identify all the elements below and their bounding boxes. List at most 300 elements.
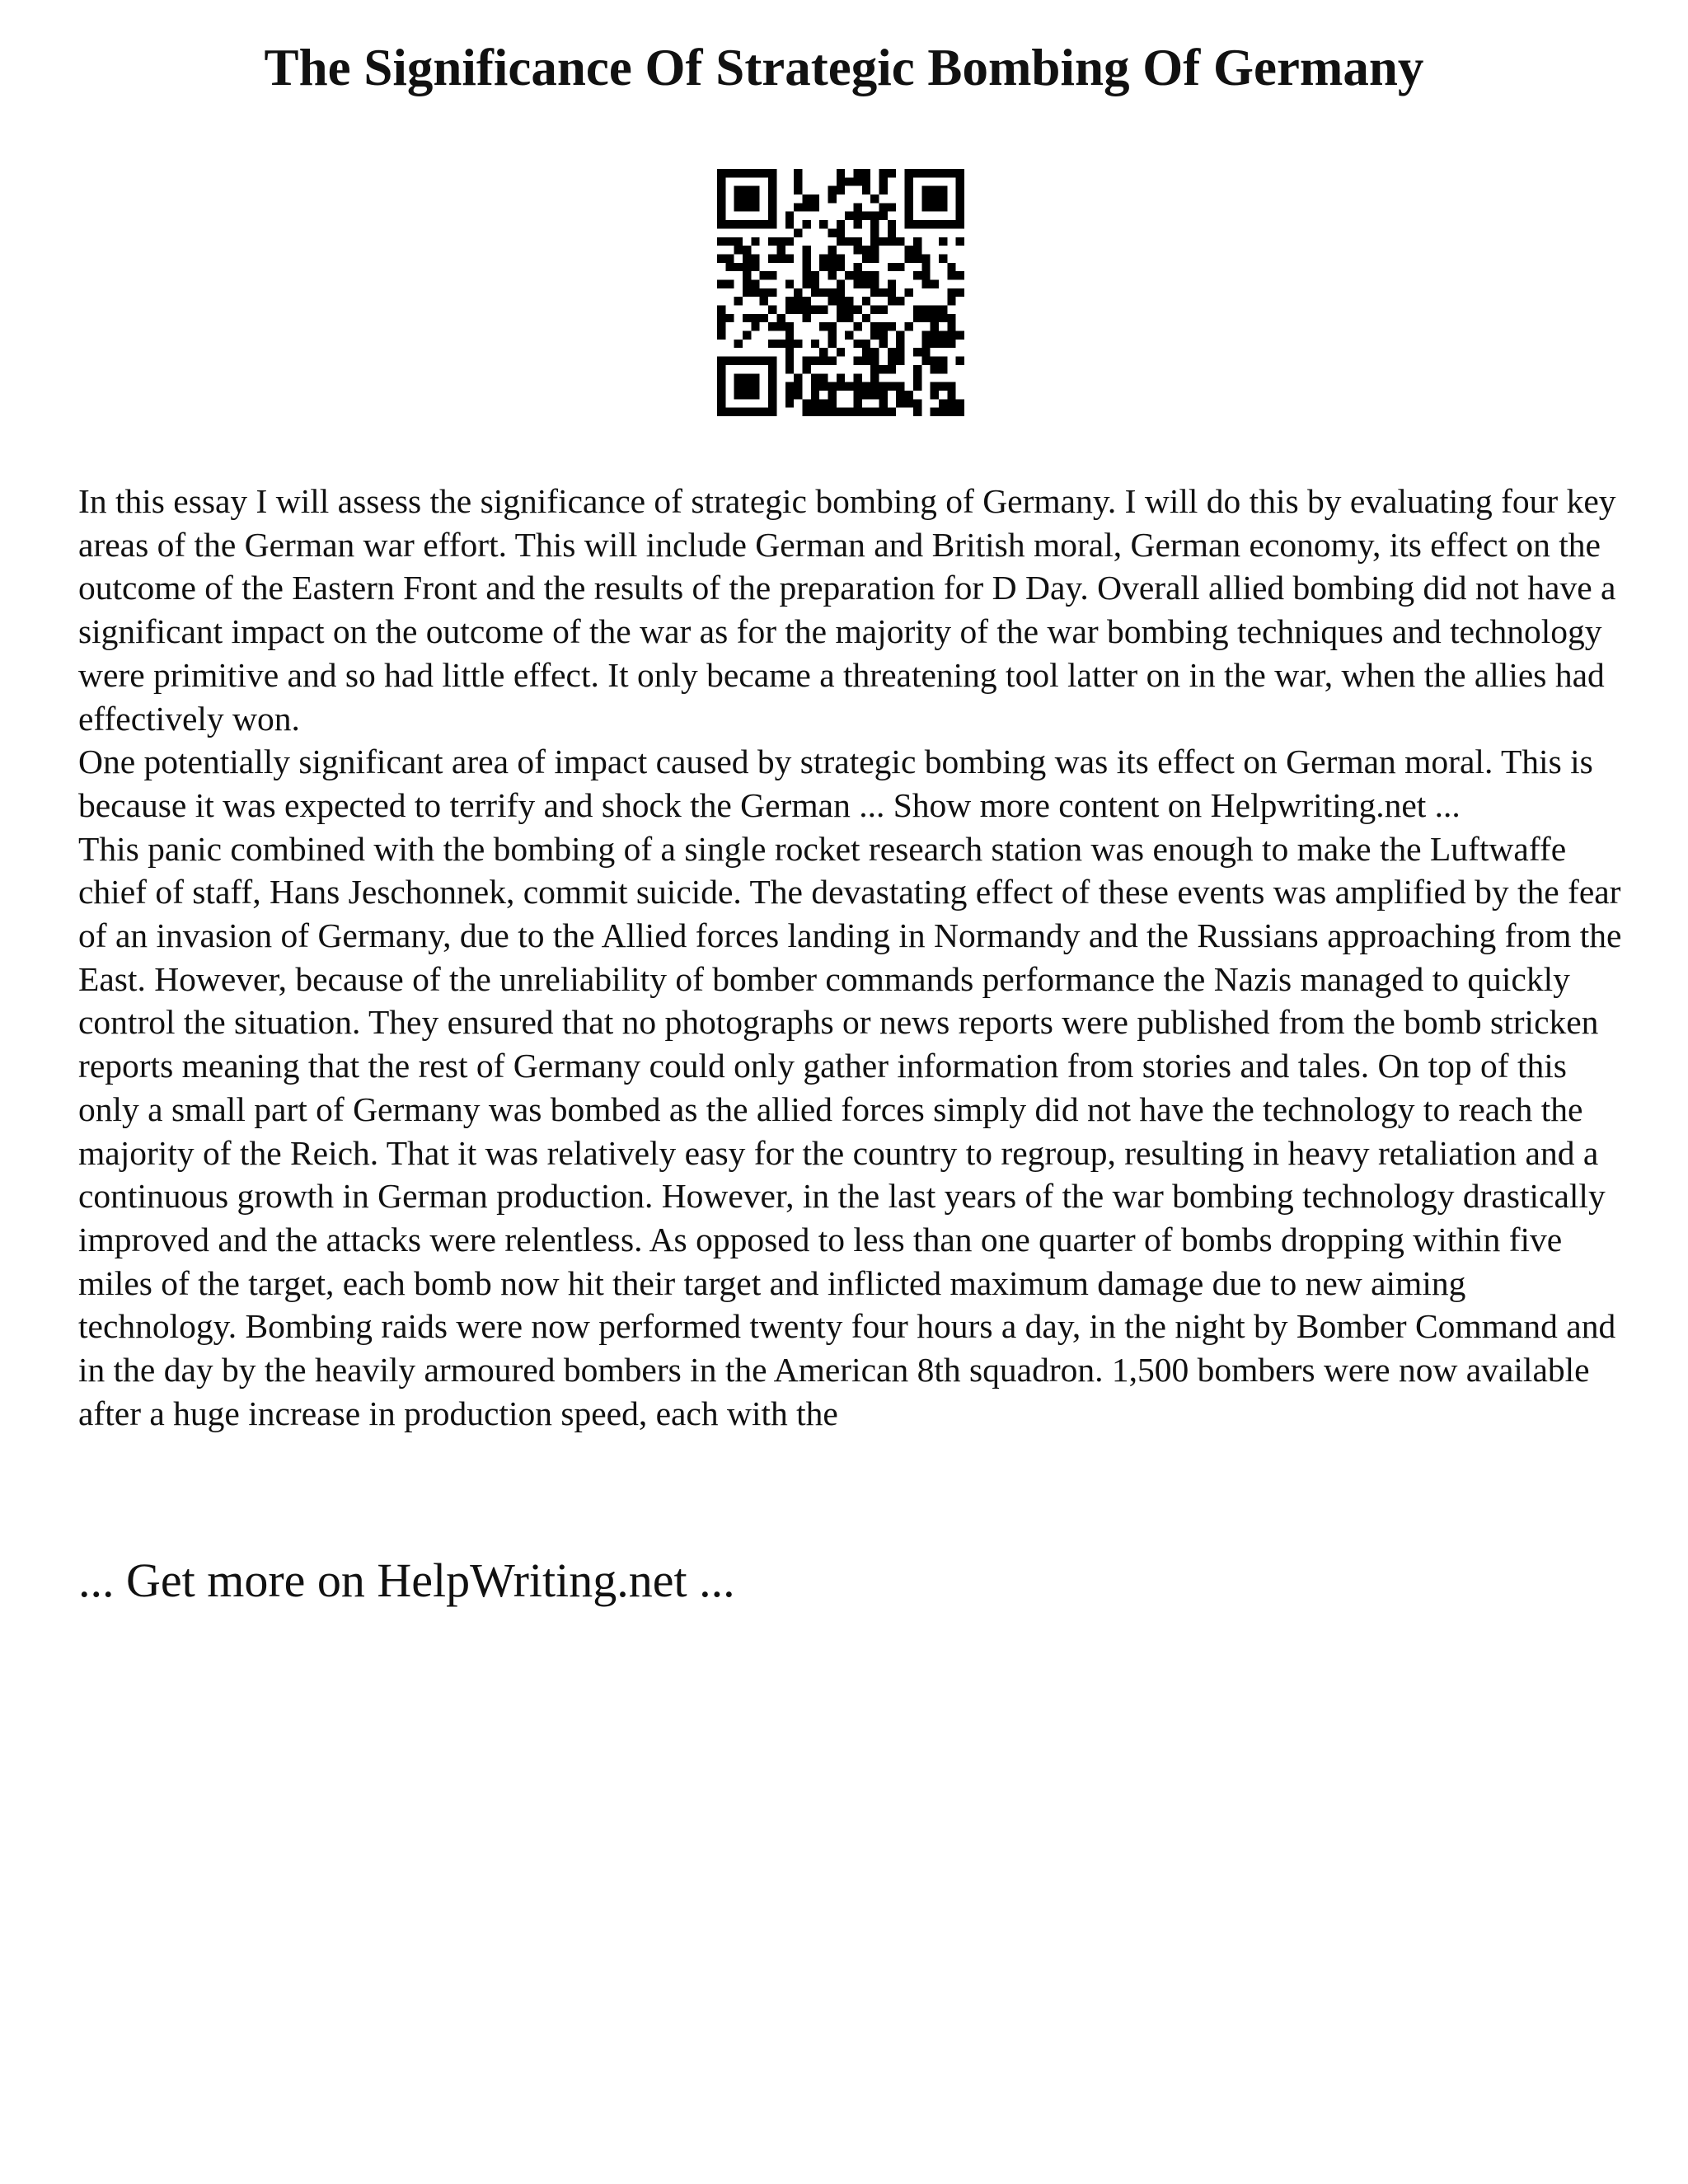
qr-module (896, 340, 904, 348)
qr-module (862, 314, 870, 322)
qr-module (896, 331, 904, 340)
qr-module (939, 331, 947, 340)
qr-module (760, 220, 768, 228)
qr-module (947, 288, 955, 297)
qr-module (785, 306, 794, 314)
qr-module (870, 254, 879, 262)
qr-module (734, 382, 743, 391)
qr-module (751, 169, 759, 177)
qr-module (939, 203, 947, 211)
qr-module (931, 322, 939, 330)
qr-module (939, 408, 947, 416)
qr-module (931, 382, 939, 391)
qr-module (896, 357, 904, 365)
qr-module (921, 348, 930, 356)
qr-module (845, 271, 853, 279)
qr-module (760, 314, 768, 322)
qr-module (905, 288, 913, 297)
qr-module (870, 373, 879, 382)
qr-module (743, 357, 751, 365)
qr-module (768, 169, 776, 177)
qr-module (888, 348, 896, 356)
qr-module (939, 382, 947, 391)
qr-module (931, 169, 939, 177)
qr-module (717, 399, 725, 407)
qr-module (717, 220, 725, 228)
qr-module (776, 314, 785, 322)
qr-module (751, 314, 759, 322)
qr-module (845, 212, 853, 220)
qr-module (921, 263, 930, 271)
qr-module (794, 169, 802, 177)
qr-module (828, 331, 836, 340)
qr-module (870, 357, 879, 365)
qr-module (854, 306, 862, 314)
qr-module (785, 340, 794, 348)
qr-module (828, 271, 836, 279)
qr-module (794, 391, 802, 399)
qr-module (888, 382, 896, 391)
qr-module (734, 246, 743, 254)
qr-module (905, 322, 913, 330)
qr-module (819, 254, 828, 262)
qr-module (802, 246, 810, 254)
qr-module (760, 297, 768, 305)
qr-module (776, 322, 785, 330)
qr-module (896, 263, 904, 271)
qr-module (785, 365, 794, 373)
qr-module (717, 169, 725, 177)
qr-module (802, 271, 810, 279)
qr-module (802, 263, 810, 271)
qr-module (717, 331, 725, 340)
qr-module (743, 373, 751, 382)
qr-module (879, 365, 888, 373)
qr-module (896, 382, 904, 391)
qr-module (717, 186, 725, 194)
qr-module (896, 297, 904, 305)
qr-module (828, 399, 836, 407)
qr-module (837, 382, 845, 391)
qr-module (931, 391, 939, 399)
qr-module (785, 212, 794, 220)
qr-module (913, 348, 921, 356)
qr-module (913, 314, 921, 322)
qr-module (794, 177, 802, 185)
qr-module (717, 306, 725, 314)
qr-module (794, 382, 802, 391)
qr-module (768, 408, 776, 416)
qr-module (947, 399, 955, 407)
qr-module (734, 203, 743, 211)
qr-module (802, 194, 810, 203)
qr-module (751, 288, 759, 297)
qr-module (862, 186, 870, 194)
qr-module (785, 279, 794, 288)
qr-module (888, 169, 896, 177)
qr-module (939, 306, 947, 314)
qr-module (768, 306, 776, 314)
qr-module (743, 246, 751, 254)
qr-module (845, 237, 853, 246)
qr-module (888, 279, 896, 288)
qr-module (768, 220, 776, 228)
qr-module (734, 194, 743, 203)
qr-module (845, 408, 853, 416)
qr-module (768, 382, 776, 391)
qr-module (717, 373, 725, 382)
qr-module (734, 357, 743, 365)
qr-module (879, 306, 888, 314)
qr-module (743, 186, 751, 194)
qr-module (862, 340, 870, 348)
qr-module (828, 288, 836, 297)
qr-module (811, 357, 819, 365)
qr-module (921, 220, 930, 228)
qr-module (776, 246, 785, 254)
qr-module (956, 194, 964, 203)
qr-module (870, 391, 879, 399)
qr-module (837, 279, 845, 288)
qr-module (785, 220, 794, 228)
qr-module (854, 322, 862, 330)
qr-module (888, 220, 896, 228)
qr-module (819, 220, 828, 228)
qr-module (845, 382, 853, 391)
qr-module (768, 391, 776, 399)
qr-module (743, 331, 751, 340)
qr-module (931, 203, 939, 211)
qr-module (939, 220, 947, 228)
qr-module (879, 322, 888, 330)
qr-module (760, 271, 768, 279)
qr-module (854, 391, 862, 399)
qr-module (828, 263, 836, 271)
qr-module (743, 169, 751, 177)
qr-module (947, 297, 955, 305)
qr-module (768, 322, 776, 330)
qr-module (956, 203, 964, 211)
qr-module (785, 348, 794, 356)
qr-module (854, 246, 862, 254)
qr-module (734, 263, 743, 271)
qr-module (854, 279, 862, 288)
qr-module (802, 279, 810, 288)
qr-module (743, 279, 751, 288)
qr-module (956, 288, 964, 297)
qr-module (768, 399, 776, 407)
qr-module (751, 408, 759, 416)
qr-module (913, 169, 921, 177)
qr-module (768, 271, 776, 279)
qr-module (751, 237, 759, 246)
qr-module (794, 288, 802, 297)
qr-module (956, 212, 964, 220)
qr-module (717, 237, 725, 246)
qr-module (837, 177, 845, 185)
qr-module (862, 169, 870, 177)
qr-module (939, 254, 947, 262)
qr-module (751, 254, 759, 262)
qr-module (802, 254, 810, 262)
qr-module (785, 382, 794, 391)
qr-module (905, 169, 913, 177)
qr-module (785, 254, 794, 262)
qr-module (768, 194, 776, 203)
essay-paragraph-1: In this essay I will assess the significance of strategic bombing of Germany. I will do this by evaluating four key areas of the German war effort. This will include German and British moral, German economy, its effect on the outcome of the Eastern Front and the results of the preparation for D Day. Overall allied bombing did not have a significant impact on the outcome of the war as for the majority of the war bombing techniques and technology were primitive and so had little effect. It only became a threatening tool latter on in the war, when the allies had effectively won. (78, 482, 1616, 738)
qr-module (717, 322, 725, 330)
qr-module (905, 246, 913, 254)
qr-module (870, 306, 879, 314)
essay-paragraph-2: One potentially significant area of impact caused by strategic bombing was its effect on German moral. This is because it was expected to terrify and shock the German ... Show more content on Helpwriting.net ... (78, 743, 1593, 824)
qr-module (947, 391, 955, 399)
qr-module (828, 297, 836, 305)
qr-module (811, 288, 819, 297)
qr-module (760, 288, 768, 297)
qr-module (888, 357, 896, 365)
qr-module (734, 220, 743, 228)
qr-module (725, 254, 734, 262)
qr-module (811, 271, 819, 279)
qr-module (870, 246, 879, 254)
qr-module (870, 237, 879, 246)
qr-module (870, 228, 879, 237)
qr-module (947, 271, 955, 279)
qr-module (905, 391, 913, 399)
qr-module (896, 399, 904, 407)
qr-module (905, 203, 913, 211)
qr-module (879, 237, 888, 246)
qr-module (879, 340, 888, 348)
qr-module (913, 254, 921, 262)
qr-module (725, 220, 734, 228)
qr-module (768, 340, 776, 348)
qr-module (819, 288, 828, 297)
qr-module (888, 297, 896, 305)
qr-module (819, 306, 828, 314)
qr-module (837, 348, 845, 356)
qr-module (751, 391, 759, 399)
qr-module (939, 186, 947, 194)
qr-module (819, 357, 828, 365)
qr-module (819, 263, 828, 271)
qr-module (870, 271, 879, 279)
qr-module (854, 382, 862, 391)
qr-module (768, 373, 776, 382)
qr-module (785, 357, 794, 365)
qr-module (905, 194, 913, 203)
qr-module (905, 186, 913, 194)
qr-module (768, 212, 776, 220)
qr-module (734, 373, 743, 382)
qr-module (870, 408, 879, 416)
qr-module (751, 357, 759, 365)
qr-module (811, 382, 819, 391)
qr-module (854, 263, 862, 271)
qr-module (854, 237, 862, 246)
qr-module (819, 399, 828, 407)
qr-module (854, 271, 862, 279)
qr-module (734, 408, 743, 416)
qr-module (845, 306, 853, 314)
qr-module (751, 382, 759, 391)
qr-module (862, 357, 870, 365)
qr-module (921, 254, 930, 262)
qr-module (785, 331, 794, 340)
qr-module (837, 228, 845, 237)
qr-module (717, 408, 725, 416)
qr-module (956, 271, 964, 279)
qr-module (956, 177, 964, 185)
qr-module (888, 237, 896, 246)
qr-module (794, 297, 802, 305)
qr-module (828, 357, 836, 365)
qr-module (913, 365, 921, 373)
qr-module (717, 177, 725, 185)
qr-module (939, 314, 947, 322)
qr-module (879, 212, 888, 220)
qr-module (921, 186, 930, 194)
qr-module (862, 254, 870, 262)
qr-module (811, 203, 819, 211)
qr-module (734, 297, 743, 305)
qr-module (956, 408, 964, 416)
qr-module (794, 306, 802, 314)
qr-module (879, 399, 888, 407)
qr-module (862, 297, 870, 305)
qr-module (870, 382, 879, 391)
qr-module (837, 314, 845, 322)
qr-module (725, 408, 734, 416)
qr-module (837, 297, 845, 305)
qr-module (870, 348, 879, 356)
qr-module (837, 288, 845, 297)
page-title: The Significance Of Strategic Bombing Of Germany (264, 39, 1424, 96)
qr-module (931, 331, 939, 340)
qr-module (862, 391, 870, 399)
qr-module (870, 365, 879, 373)
qr-module (896, 348, 904, 356)
qr-module (913, 382, 921, 391)
qr-module (828, 186, 836, 194)
qr-module (947, 408, 955, 416)
qr-module (734, 169, 743, 177)
qr-module (931, 194, 939, 203)
qr-module (768, 203, 776, 211)
qr-module (828, 340, 836, 348)
qr-module (811, 408, 819, 416)
qr-module (879, 177, 888, 185)
qr-module (819, 408, 828, 416)
qr-module (802, 365, 810, 373)
qr-module (743, 263, 751, 271)
qr-module (947, 169, 955, 177)
qr-module (879, 331, 888, 340)
qr-module (921, 306, 930, 314)
qr-module (717, 279, 725, 288)
qr-module (870, 279, 879, 288)
qr-module (854, 203, 862, 211)
qr-module (743, 408, 751, 416)
qr-module (870, 194, 879, 203)
qr-module (794, 340, 802, 348)
qr-module (939, 365, 947, 373)
qr-module (947, 340, 955, 348)
qr-module (862, 382, 870, 391)
qr-module (811, 306, 819, 314)
qr-module (921, 331, 930, 340)
qr-module (947, 314, 955, 322)
qr-module (768, 186, 776, 194)
qr-module (931, 357, 939, 365)
qr-module (811, 340, 819, 348)
qr-module (854, 399, 862, 407)
qr-module (837, 373, 845, 382)
qr-module (956, 186, 964, 194)
qr-module (717, 314, 725, 322)
qr-module (743, 314, 751, 322)
qr-module (888, 288, 896, 297)
qr-module (828, 322, 836, 330)
qr-module (794, 228, 802, 237)
qr-module (802, 220, 810, 228)
qr-module (768, 254, 776, 262)
qr-module (785, 391, 794, 399)
qr-module (939, 194, 947, 203)
qr-module (828, 391, 836, 399)
qr-module (888, 263, 896, 271)
qr-module (751, 220, 759, 228)
qr-module (837, 169, 845, 177)
qr-module (725, 279, 734, 288)
qr-module (819, 322, 828, 330)
qr-module (931, 306, 939, 314)
qr-module (802, 408, 810, 416)
qr-module (837, 186, 845, 194)
qr-module (725, 263, 734, 271)
qr-module (854, 212, 862, 220)
qr-module (913, 306, 921, 314)
qr-module (862, 408, 870, 416)
qr-module (751, 194, 759, 203)
essay-body (78, 480, 1628, 1435)
qr-module (905, 177, 913, 185)
qr-module (947, 220, 955, 228)
qr-module (879, 169, 888, 177)
qr-module (939, 237, 947, 246)
qr-module (845, 297, 853, 305)
qr-module (725, 237, 734, 246)
qr-module (802, 357, 810, 365)
qr-module (828, 408, 836, 416)
qr-module (811, 279, 819, 288)
qr-code-icon (717, 169, 964, 416)
qr-module (751, 186, 759, 194)
qr-module (819, 348, 828, 356)
qr-module (802, 306, 810, 314)
qr-module (939, 340, 947, 348)
qr-module (956, 357, 964, 365)
qr-module (913, 271, 921, 279)
qr-module (794, 373, 802, 382)
qr-module (811, 391, 819, 399)
qr-module (743, 220, 751, 228)
qr-module (768, 288, 776, 297)
qr-module (956, 399, 964, 407)
qr-module (862, 177, 870, 185)
qr-module (751, 203, 759, 211)
get-more-link[interactable]: ... Get more on HelpWriting.net ... (78, 1554, 735, 1607)
